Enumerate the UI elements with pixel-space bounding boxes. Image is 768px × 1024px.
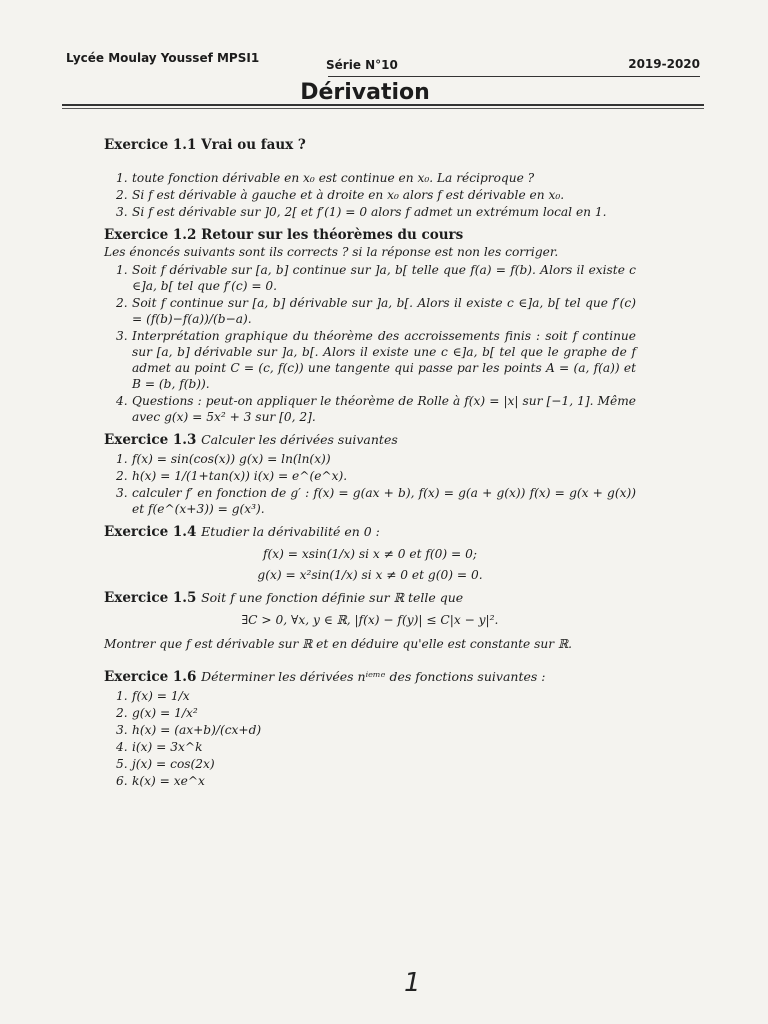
list-item (104, 739, 636, 755)
item-text: i(x) = 3x^k (132, 740, 203, 754)
question-list (104, 451, 636, 517)
list-item (104, 705, 636, 721)
item-number: 3. (116, 723, 128, 737)
exercise-heading (104, 589, 636, 607)
exercise-title: Vrai ou faux ? (201, 137, 306, 153)
exercise-heading (104, 523, 636, 541)
list-item (104, 204, 636, 220)
exercise-question: Montrer que f est dérivable sur ℝ et en déduire qu'elle est constante sur ℝ. (104, 637, 572, 651)
item-number: 1. (116, 263, 128, 277)
item-number: 2. (116, 296, 128, 310)
display-equation: f(x) = xsin(1/x) si x ≠ 0 et f(0) = 0; (263, 547, 477, 561)
item-text: g(x) = 1/x² (132, 706, 198, 720)
item-number: 1. (116, 689, 128, 703)
item-number: 1. (116, 171, 128, 185)
exercise-title: Calculer les dérivées suivantes (201, 432, 398, 447)
item-number: 4. (116, 740, 128, 754)
item-text: j(x) = cos(2x) (132, 757, 215, 771)
series-number: Série N°10 (326, 58, 398, 72)
item-text: Soit f continue sur [a, b] dérivable sur ]a, b[. Alors il existe c ∈]a, b[ tel que f′(c) = (f(b)−f(a))/(b−a). (132, 296, 636, 326)
exercise-title: Retour sur les théorèmes du cours (201, 227, 464, 243)
exercise-number: Exercice 1.5 (104, 590, 197, 606)
item-number: 5. (116, 757, 128, 771)
exercise-heading (104, 226, 636, 244)
list-item (104, 170, 636, 186)
item-text: Interprétation graphique du théorème des accroissements finis : soit f continue sur [a, b] dérivable sur ]a, b[. Alors il existe une c ∈]a, b[ tel que le graphe de f admet au point C = (c, f(c)) une tangente qui passe par les points A = (a, f(a)) et B = (b, f(b)). (132, 329, 636, 391)
page-number: 1 (404, 968, 421, 998)
list-item (104, 393, 636, 425)
exercise-heading (104, 136, 636, 154)
item-text: Soit f dérivable sur [a, b] continue sur ]a, b[ telle que f(a) = f(b). Alors il existe c ∈]a, b[ tel que f′(c) = 0. (132, 263, 636, 293)
exercise-1-3 (104, 431, 636, 517)
list-item (104, 187, 636, 203)
display-equation: ∃C > 0, ∀x, y ∈ ℝ, |f(x) − f(y)| ≤ C|x − y|². (241, 613, 499, 627)
exercise-1-5 (104, 589, 636, 652)
item-number: 3. (116, 329, 128, 343)
school-name: Lycée Moulay Youssef MPSI1 (66, 51, 260, 65)
list-item (104, 468, 636, 484)
item-number: 3. (116, 205, 128, 219)
title-rule (62, 104, 704, 106)
exercise-content (104, 130, 636, 790)
list-item (104, 756, 636, 772)
item-text: toute fonction dérivable en x₀ est continue en x₀. La réciproque ? (132, 171, 535, 185)
list-item (104, 262, 636, 294)
list-item (104, 295, 636, 327)
item-number: 4. (116, 394, 128, 408)
item-text: k(x) = xe^x (132, 774, 205, 788)
item-number: 3. (116, 486, 128, 500)
page-header (66, 48, 700, 78)
exercise-title: Soit f une fonction définie sur ℝ telle que (201, 590, 464, 605)
exercise-number: Exercice 1.3 (104, 432, 197, 448)
exercise-1-1 (104, 136, 636, 220)
item-number: 6. (116, 774, 128, 788)
display-equation: g(x) = x²sin(1/x) si x ≠ 0 et g(0) = 0. (257, 568, 483, 582)
exercise-number: Exercice 1.1 (104, 137, 197, 153)
list-item (104, 485, 636, 517)
exercise-1-6 (104, 668, 636, 789)
item-text: Questions : peut-on appliquer le théorème de Rolle à f(x) = |x| sur [−1, 1]. Même avec g(x) = 5x² + 3 sur [0, 2]. (132, 394, 636, 424)
item-text: Si f est dérivable à gauche et à droite en x₀ alors f est dérivable en x₀. (132, 188, 565, 202)
exercise-heading (104, 431, 636, 449)
exercise-heading (104, 668, 636, 686)
exercise-number: Exercice 1.4 (104, 524, 197, 540)
item-number: 1. (116, 452, 128, 466)
item-number: 2. (116, 188, 128, 202)
item-text: f(x) = sin(cos(x)) g(x) = ln(ln(x)) (132, 452, 331, 466)
exercise-1-4 (104, 523, 636, 583)
exercise-title: Déterminer les dérivées nⁱᵉᵐᵉ des fonctions suivantes : (201, 669, 546, 684)
school-year: 2019-2020 (628, 57, 700, 71)
question-list (104, 170, 636, 220)
page-title: Dérivation (300, 80, 430, 105)
exercise-intro: Les énoncés suivants sont ils corrects ? si la réponse est non les corriger. (104, 245, 559, 259)
item-text: Si f est dérivable sur ]0, 2[ et f′(1) = 0 alors f admet un extrémum local en 1. (132, 205, 607, 219)
list-item (104, 773, 636, 789)
exercise-number: Exercice 1.2 (104, 227, 197, 243)
item-number: 2. (116, 469, 128, 483)
list-item (104, 722, 636, 738)
exercise-number: Exercice 1.6 (104, 669, 197, 685)
exercise-1-2 (104, 226, 636, 425)
item-text: f(x) = 1/x (132, 689, 190, 703)
item-text: calculer f′ en fonction de g′ : f(x) = g(ax + b), f(x) = g(a + g(x)) f(x) = g(x + g(x)) et f(e^(x+3)) = g(x³). (132, 486, 636, 516)
item-text: h(x) = (ax+b)/(cx+d) (132, 723, 262, 737)
exercise-title: Etudier la dérivabilité en 0 : (201, 524, 380, 539)
question-list (104, 262, 636, 425)
list-item (104, 451, 636, 467)
title-rule-thin (62, 108, 704, 109)
item-text: h(x) = 1/(1+tan(x)) i(x) = e^(e^x). (132, 469, 348, 483)
list-item (104, 328, 636, 392)
item-number: 2. (116, 706, 128, 720)
question-list (104, 688, 636, 789)
list-item (104, 688, 636, 704)
header-rule (328, 76, 700, 77)
